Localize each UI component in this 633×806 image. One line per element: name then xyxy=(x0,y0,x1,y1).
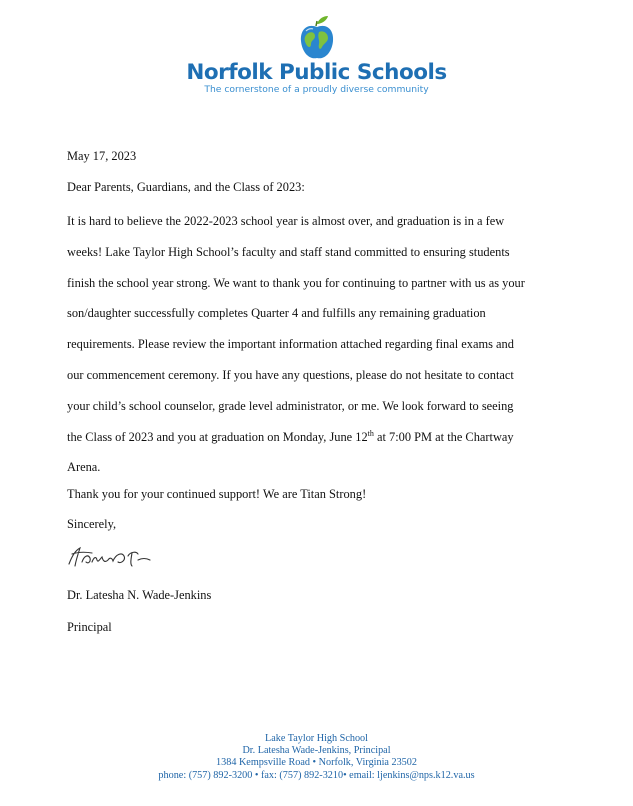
footer-school: Lake Taylor High School xyxy=(265,733,368,744)
signer-title: Principal xyxy=(67,620,112,634)
body-line: your child’s school counselor, grade level administrator, or me. We look forward to seeing xyxy=(67,398,514,413)
org-name: Norfolk Public Schools xyxy=(186,60,447,85)
body-line-text: the Class of 2023 and you at graduation on Monday, June 12 xyxy=(67,429,368,444)
footer-contact: phone: (757) 892-3200 • fax: (757) 892-3210• email: ljenkins@nps.k12.va.us xyxy=(158,769,475,781)
body-line: weeks! Lake Taylor High School’s faculty and staff stand committed to ensuring students xyxy=(67,244,510,259)
closing: Sincerely, xyxy=(67,517,117,531)
footer xyxy=(0,733,633,782)
letter-date: May 17, 2023 xyxy=(67,149,137,163)
thanks-line: Thank you for your continued support! We are Titan Strong! xyxy=(67,487,367,501)
tagline: The cornerstone of a proudly diverse community xyxy=(204,84,429,95)
body-line: It is hard to believe the 2022-2023 school year is almost over, and graduation is in a few xyxy=(67,214,505,228)
signature xyxy=(66,542,156,575)
salutation: Dear Parents, Guardians, and the Class of 2023: xyxy=(67,180,305,194)
body-line: our commencement ceremony. If you have any questions, please do not hesitate to contact xyxy=(67,367,514,382)
body-line: requirements. Please review the important information attached regarding final exams and xyxy=(67,337,514,352)
body-line-text: at 7:00 PM at the Chartway xyxy=(373,429,514,444)
body-line: Arena. xyxy=(67,460,101,475)
letter-body xyxy=(67,206,587,483)
body-line: finish the school year strong. We want to thank you for continuing to partner with us as your xyxy=(67,275,525,290)
body-line xyxy=(67,422,587,453)
ordinal-suffix: th xyxy=(367,428,374,438)
signer-name: Dr. Latesha N. Wade-Jenkins xyxy=(67,588,212,602)
body-line: son/daughter successfully completes Quarter 4 and fulfills any remaining graduation xyxy=(67,306,486,321)
footer-principal: Dr. Latesha Wade-Jenkins, Principal xyxy=(242,745,391,757)
logo xyxy=(0,14,633,62)
apple-globe-icon xyxy=(297,14,337,62)
footer-address: 1384 Kempsville Road • Norfolk, Virginia 23502 xyxy=(216,757,417,769)
